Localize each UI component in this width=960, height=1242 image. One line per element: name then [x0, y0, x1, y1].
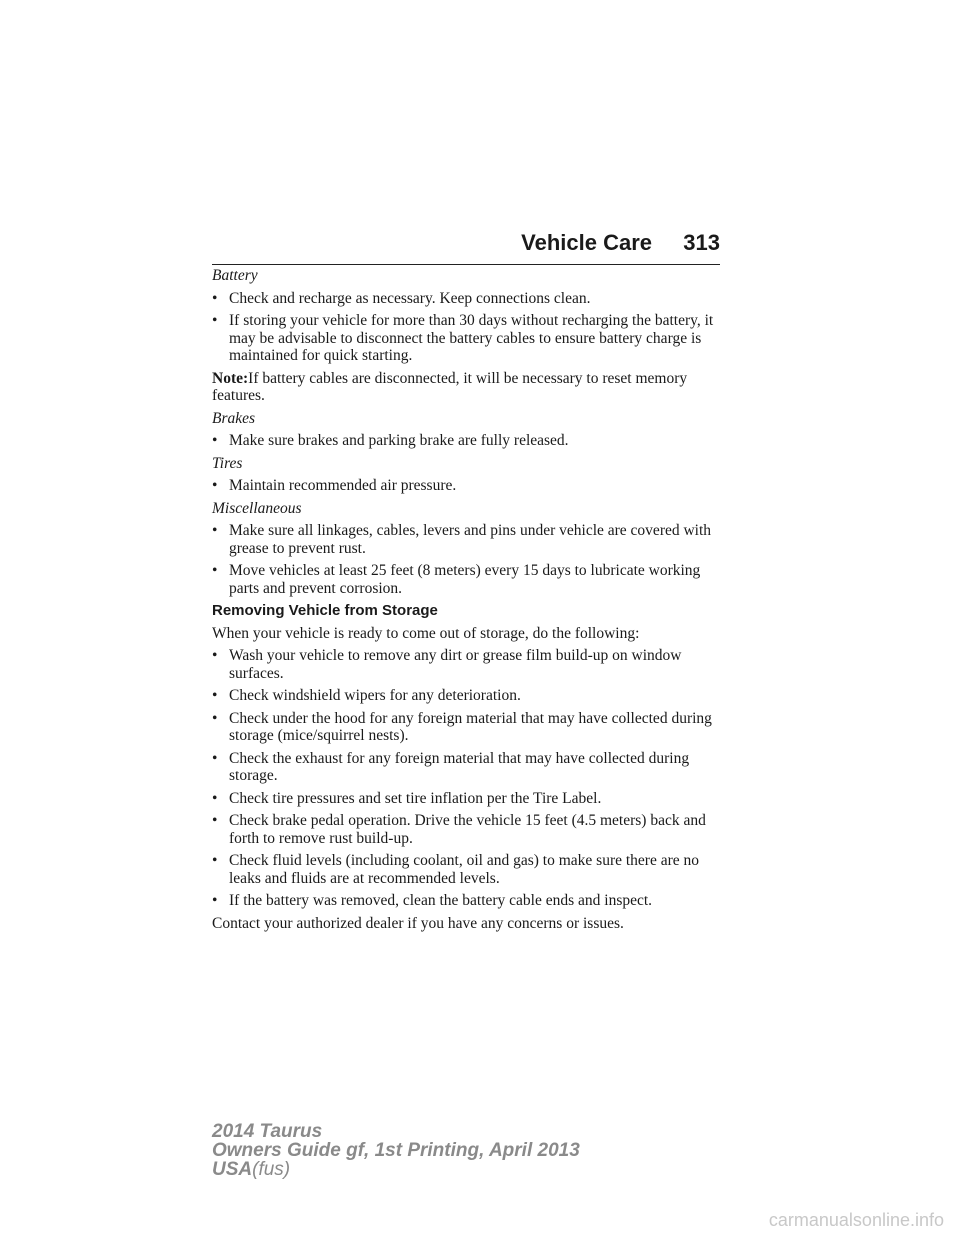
list-item: • Check the exhaust for any foreign material that may have collected during storage.: [212, 749, 690, 784]
page-header: [212, 228, 720, 265]
bullet-mark: •: [212, 477, 218, 494]
page-number: 313: [683, 230, 720, 255]
bullet-mark: •: [212, 749, 218, 767]
list-item: • Check tire pressures and set tire inflation per the Tire Label.: [212, 789, 602, 807]
tires-heading: Tires: [212, 454, 243, 472]
battery-heading: Battery: [212, 267, 258, 284]
bullet-mark: •: [212, 522, 218, 539]
bullet-mark: •: [212, 312, 218, 329]
section-title: Vehicle Care: [521, 230, 652, 255]
page-footer: [212, 1122, 712, 1179]
footer-region-code: USA: [212, 1159, 253, 1180]
watermark: carmanualsonline.info: [768, 1210, 944, 1230]
bullet-mark: •: [212, 709, 218, 727]
battery-list: [212, 290, 727, 365]
tires-list: [212, 477, 727, 495]
brakes-heading: Brakes: [212, 409, 256, 427]
bullet-mark: •: [212, 812, 218, 829]
closing-text: Contact your authorized dealer if you have any concerns or issues.: [212, 914, 624, 932]
footer-region: [212, 1160, 712, 1179]
removing-heading: Removing Vehicle from Storage: [212, 602, 438, 619]
note-label: Note:: [212, 369, 249, 387]
footer-printing: Owners Guide gf, 1st Printing, April 2013: [212, 1140, 580, 1161]
removing-list: [212, 647, 727, 910]
footer-region-suffix: (fus): [252, 1159, 291, 1180]
removing-intro: When your vehicle is ready to come out of storage, do the following:: [212, 624, 640, 642]
bullet-mark: •: [212, 687, 218, 704]
bullet-mark: •: [212, 892, 218, 909]
list-item: • Move vehicles at least 25 feet (8 meters) every 15 days to lubricate working parts and prevent corrosion.: [212, 562, 701, 597]
list-item: • Wash your vehicle to remove any dirt or grease film build-up on window surfaces.: [212, 647, 682, 682]
note-text: If battery cables are disconnected, it will be necessary to reset memory features.: [212, 369, 688, 404]
bullet-mark: •: [212, 647, 218, 664]
footer-model: 2014 Taurus: [212, 1121, 323, 1142]
list-item: • Make sure all linkages, cables, levers and pins under vehicle are covered with grease to prevent rust.: [212, 522, 712, 557]
bullet-mark: •: [212, 789, 218, 807]
list-item: • Check windshield wipers for any deterioration.: [212, 687, 521, 704]
battery-note: [212, 370, 727, 405]
list-item: • Maintain recommended air pressure.: [212, 477, 457, 494]
bullet-mark: •: [212, 432, 218, 449]
list-item: • If storing your vehicle for more than 30 days without recharging the battery, it may be advisable to disconnect the battery cables to ensure battery charge is maintained for quick starting.: [212, 312, 714, 364]
misc-heading: Miscellaneous: [212, 499, 302, 517]
list-item: • If the battery was removed, clean the battery cable ends and inspect.: [212, 892, 653, 909]
list-item: • Check under the hood for any foreign material that may have collected during storage (mice/squirrel nests).: [212, 709, 712, 744]
bullet-mark: •: [212, 562, 218, 579]
bullet-mark: •: [212, 289, 218, 307]
misc-list: [212, 522, 727, 597]
list-item: • Check fluid levels (including coolant, oil and gas) to make sure there are no leaks and fluids are at recommended levels.: [212, 852, 700, 887]
bullet-mark: •: [212, 852, 218, 869]
list-item: • Check brake pedal operation. Drive the vehicle 15 feet (4.5 meters) back and forth to remove rust build-up.: [212, 812, 706, 847]
list-item: • Check and recharge as necessary. Keep connections clean.: [212, 289, 591, 307]
list-item: • Make sure brakes and parking brake are fully released.: [212, 432, 569, 449]
page-body: [212, 267, 727, 937]
brakes-list: [212, 432, 727, 450]
